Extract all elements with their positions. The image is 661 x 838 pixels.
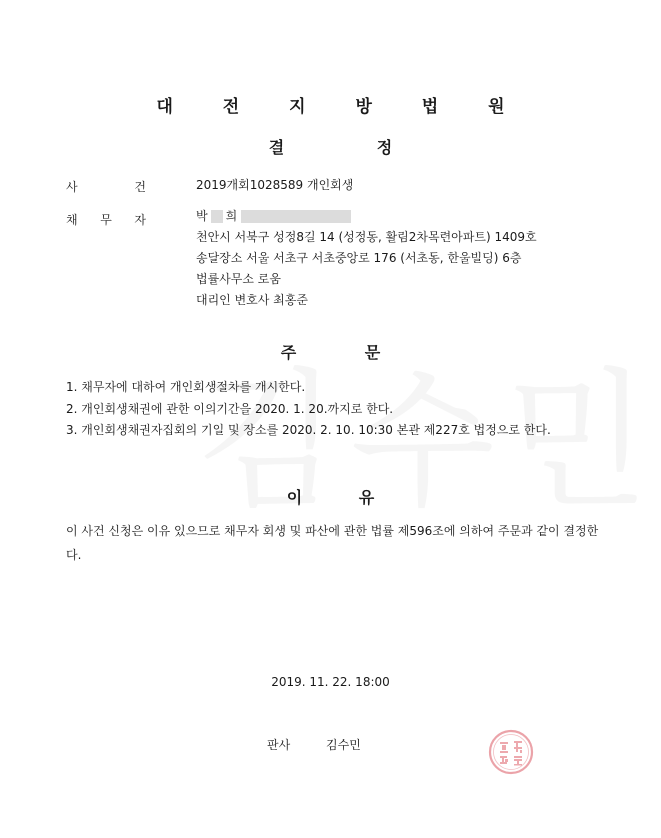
reason-heading-char-2: 유 (358, 488, 375, 507)
debtor-label (66, 211, 146, 228)
order-item: 2. 개인회생채권에 관한 이의기간을 2020. 1. 20.까지로 한다. (66, 401, 394, 416)
court-seal-icon (487, 728, 535, 776)
debtor-name-second: 희 (225, 209, 238, 223)
judge-name: 김수민 (326, 738, 361, 752)
judge-title: 판사 (267, 738, 291, 752)
debtor-name-first: 박 (196, 209, 208, 223)
case-number: 2019개회1028589 개인회생 (196, 178, 354, 192)
order-item: 3. 개인회생채권자집회의 기일 및 장소를 2020. 2. 10. 10:30 본관 제227호 법정으로 한다. (66, 423, 551, 437)
debtor-info (196, 206, 537, 311)
judge-signature (267, 736, 361, 753)
order-list (66, 377, 606, 442)
order-heading-char-1: 주 (280, 343, 297, 362)
redaction-block (241, 210, 351, 223)
case-label (66, 178, 146, 195)
decision-heading-char-1: 결 (268, 138, 285, 157)
debtor-law-firm: 법률사무소 로움 (196, 272, 281, 286)
debtor-address: 천안시 서북구 성정8길 14 (성정동, 활림2차목련아파트) 1409호 (196, 230, 537, 244)
case-label-char-1: 사 (66, 180, 78, 194)
debtor-label-char-3: 자 (134, 213, 146, 227)
redaction-block (211, 210, 223, 223)
debtor-service-address: 송달장소 서울 서초구 서초중앙로 176 (서초동, 한울빌딩) 6층 (196, 251, 522, 265)
reason-text: 이 사건 신청은 이유 있으므로 채무자 회생 및 파산에 관한 법률 제596조에 의하여 주문과 같이 결정한다. (66, 524, 599, 562)
reason-heading-char-1: 이 (286, 488, 303, 507)
debtor-attorney: 대리인 변호사 최홍준 (196, 293, 308, 307)
decision-heading-char-2: 정 (376, 138, 393, 157)
decision-date: 2019. 11. 22. 18:00 (271, 675, 390, 689)
order-item: 1. 채무자에 대하여 개인회생절차를 개시한다. (66, 380, 306, 394)
debtor-label-char-1: 채 (66, 213, 78, 227)
case-label-char-2: 건 (134, 180, 146, 194)
court-name: 대 전 지 방 법 원 (156, 97, 527, 117)
order-heading (0, 340, 661, 363)
order-heading-char-2: 문 (364, 343, 381, 362)
debtor-label-char-2: 무 (100, 213, 112, 227)
debtor-name (196, 206, 537, 227)
decision-heading (0, 135, 661, 158)
reason-heading (0, 485, 661, 508)
